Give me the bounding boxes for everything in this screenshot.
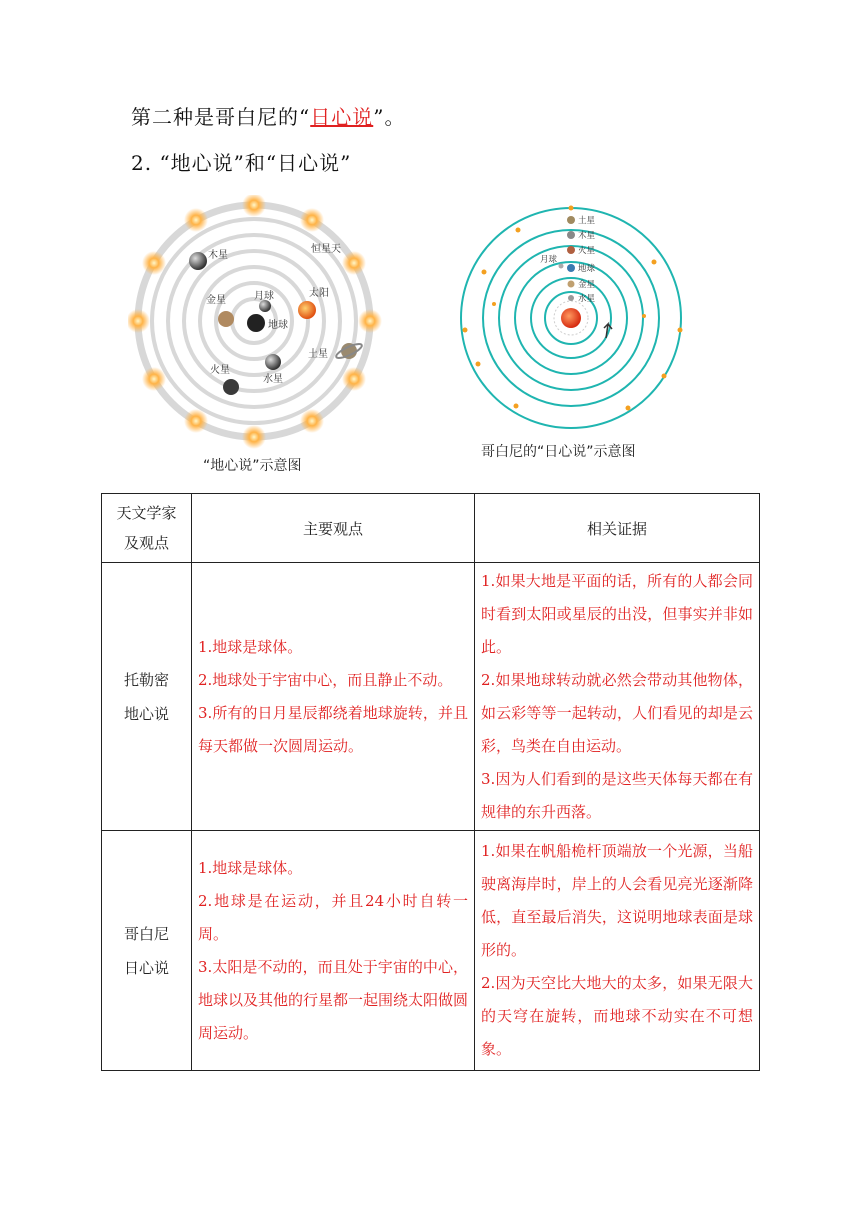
view-item: 3.所有的日月星辰都绕着地球旋转，并且每天都做一次圆周运动。 — [198, 703, 468, 755]
label-moon: 月球 — [254, 291, 274, 302]
table-row — [102, 563, 760, 831]
mars-icon — [223, 379, 239, 395]
comparison-table — [101, 493, 760, 1071]
intro-line — [131, 101, 405, 130]
geocentric-diagram — [128, 195, 384, 451]
table-header-row — [102, 494, 760, 563]
table-row — [102, 831, 760, 1071]
label-earth: 地球 — [268, 320, 288, 331]
evidence-item: 3.因为人们看到的是这些天体每天都在有规律的东升西落。 — [481, 769, 753, 821]
astronomer-cell: 哥白尼 日心说 — [102, 831, 192, 1071]
view-item: 1.地球是球体。 — [198, 858, 303, 877]
evidence-cell — [475, 831, 760, 1071]
header-evidence: 相关证据 — [475, 494, 760, 563]
astronomer-cell: 托勒密 地心说 — [102, 563, 192, 831]
view-item: 1.地球是球体。 — [198, 637, 303, 656]
evidence-cell — [475, 563, 760, 831]
moon-icon — [559, 264, 564, 269]
venus-icon — [568, 281, 575, 288]
label-saturn: 土星 — [308, 349, 328, 360]
label-sun: 太阳 — [309, 288, 329, 299]
heliocentric-caption: 哥白尼的“日心说”示意图 — [481, 444, 636, 460]
label-jupiter: 木星 — [578, 231, 596, 241]
mercury-icon — [568, 295, 574, 301]
header-main-views: 主要观点 — [192, 494, 475, 563]
geocentric-caption: “地心说”示意图 — [203, 458, 302, 474]
section-heading: 2. “地心说”和“日心说” — [131, 151, 352, 175]
evidence-item: 1.如果在帆船桅杆顶端放一个光源，当船驶离海岸时，岸上的人会看见亮光逐渐降低，直至最后消失，这说明地球表面是球形的。 — [481, 842, 753, 959]
label-fixed-stars: 恒星天 — [311, 244, 341, 255]
label-venus: 金星 — [206, 295, 226, 306]
view-item: 3.太阳是不动的，而且处于宇宙的中心，地球以及其他的行星都一起围绕太阳做圆周运动。 — [198, 957, 469, 1042]
heliocentric-diagram — [458, 204, 686, 432]
label-jupiter: 木星 — [208, 250, 228, 261]
jupiter-icon — [189, 252, 207, 270]
evidence-item: 1.如果大地是平面的话，所有的人都会同时看到太阳或星辰的出没，但事实并非如此。 — [481, 571, 753, 656]
mars-icon — [567, 246, 575, 254]
view-item: 2.地球是在运动，并且24小时自转一周。 — [198, 891, 468, 943]
evidence-item: 2.因为天空比大地大的太多，如果无限大的天穹在旋转，而地球不动实在不可想象。 — [481, 974, 753, 1058]
sun-icon — [298, 301, 316, 319]
views-cell — [192, 563, 475, 831]
sun-icon — [561, 308, 581, 328]
view-item: 2.地球处于宇宙中心，而且静止不动。 — [198, 670, 453, 689]
intro-suffix: ”。 — [373, 105, 406, 129]
label-saturn: 土星 — [578, 216, 596, 226]
label-moon: 月球 — [540, 255, 558, 265]
label-mars: 火星 — [578, 246, 596, 256]
mercury-icon — [265, 354, 281, 370]
heliocentric-link[interactable]: 日心说 — [310, 105, 374, 129]
label-mercury: 水星 — [578, 294, 596, 304]
jupiter-icon — [567, 231, 575, 239]
earth-icon — [567, 264, 575, 272]
header-astronomer: 天文学家及观点 — [102, 494, 192, 563]
venus-icon — [218, 311, 234, 327]
label-venus: 金星 — [578, 280, 596, 290]
label-mercury: 水星 — [263, 374, 283, 385]
views-cell — [192, 831, 475, 1071]
evidence-item: 2.如果地球转动就必然会带动其他物体，如云彩等等一起转动，人们看见的却是云彩，鸟类在自由运动。 — [481, 670, 753, 755]
earth-icon — [247, 314, 265, 332]
saturn-icon — [567, 216, 575, 224]
label-earth: 地球 — [578, 264, 596, 274]
label-mars: 火星 — [210, 365, 230, 376]
intro-prefix: 第二种是哥白尼的“ — [131, 105, 311, 129]
